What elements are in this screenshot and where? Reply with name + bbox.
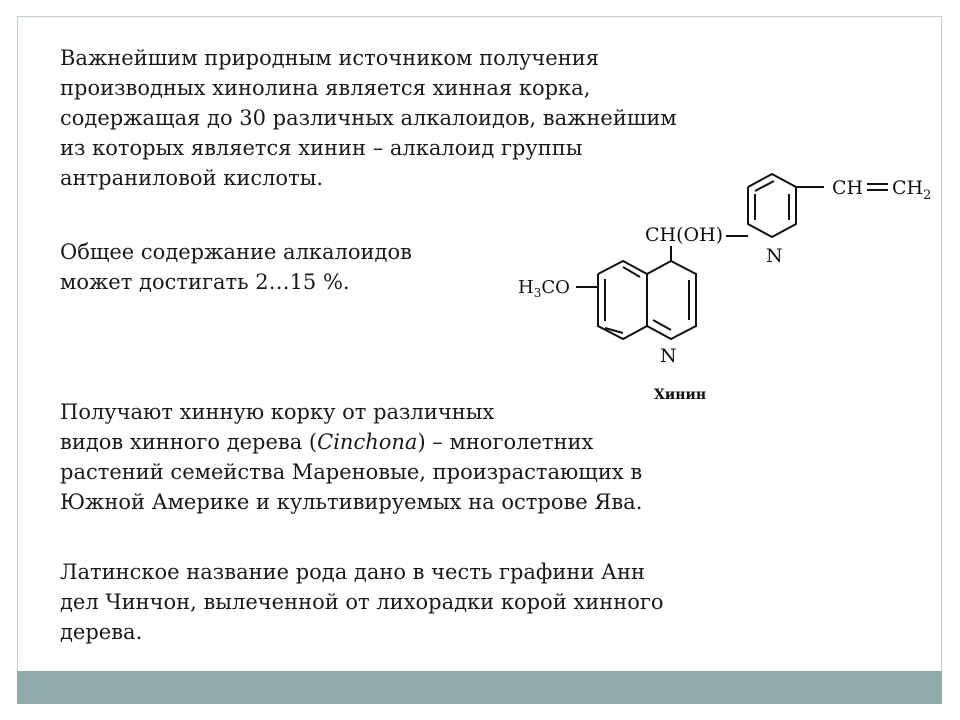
quinoline-ring — [598, 261, 696, 339]
pyridine-n-label: N — [766, 245, 783, 267]
ch2-label: $CH_2$ — [892, 177, 932, 203]
p3-line2 — [60, 430, 593, 454]
paragraph-alkaloid-content: Общее содержание алкалоидов может достигать 2…15 %. — [60, 240, 412, 294]
methoxy-label: $H_3CO$ — [518, 277, 570, 300]
p3-line2-before: видов хинного дерева ( — [60, 430, 318, 454]
choh-label: CH(OH) — [645, 224, 724, 246]
quinoline-n-label: N — [660, 345, 677, 367]
quinine-structure-diagram — [500, 150, 950, 410]
vinyl-ch-label: CH — [832, 177, 864, 199]
slide-footer-bar — [17, 671, 942, 704]
paragraph-genus-name-origin: Латинское название рода дано в честь графини Анн дел Чинчон, вылеченной от лихорадки корой хинного дерева. — [60, 560, 664, 644]
p3-line4: Южной Америке и культивируемых на острове Ява. — [60, 490, 643, 514]
pyridine-ring — [748, 174, 796, 237]
paragraph-cinchona-bark — [60, 397, 642, 517]
p3-line1: Получают хинную корку от различных — [60, 400, 495, 424]
paragraph-quinoline-source: Важнейшим природным источником получения производных хинолина является хинная корка, содержащая до 30 различных алкалоидов, важнейшим из которых является хинин – алкалоид группы антраниловой кислоты. — [60, 46, 677, 190]
connecting-bonds — [576, 184, 888, 287]
structure-caption: Хинин — [654, 387, 707, 403]
p3-line3: растений семейства Мареновые, произрастающих в — [60, 460, 643, 484]
cinchona-italic: Cinchona — [317, 430, 418, 454]
p3-line2-after: ) – многолетних — [417, 430, 594, 454]
